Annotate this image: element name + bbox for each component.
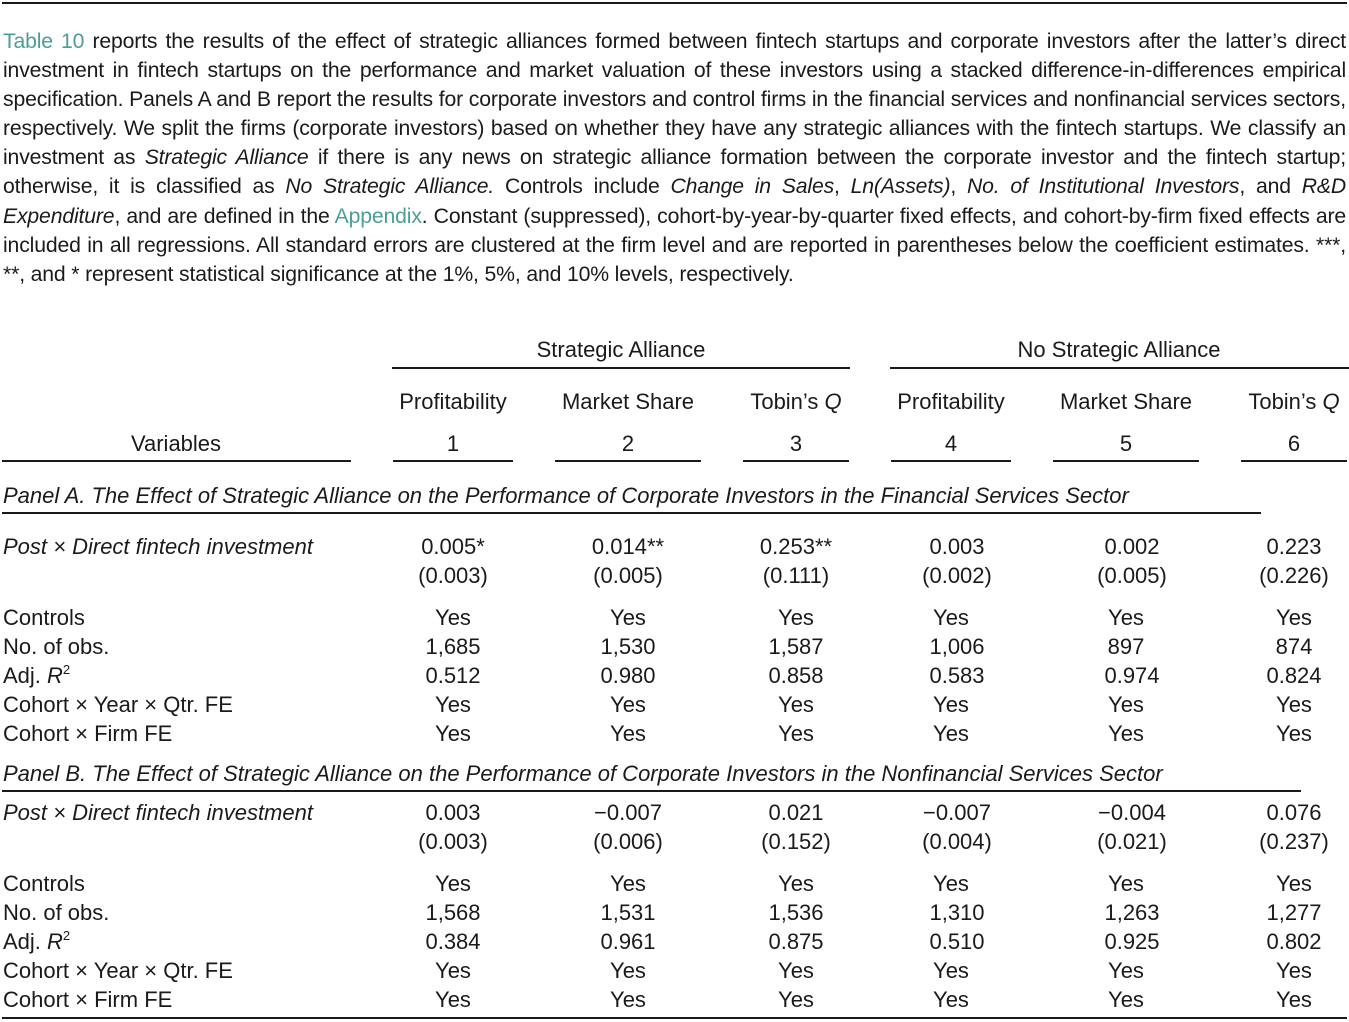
panel-b-controls: Yes	[1276, 871, 1312, 896]
group-header-no-strategic-alliance: No Strategic Alliance	[1017, 337, 1221, 362]
panel-a-coef: 0.223	[1266, 534, 1322, 559]
panel-b-obs: 1,277	[1266, 900, 1322, 925]
panel-a-controls: Yes	[1108, 605, 1144, 630]
panel-b-fe1: Yes	[435, 958, 471, 983]
panel-b-title: Panel B. The Effect of Strategic Alliance on the Performance of Corporate Investors in the Nonfinancial Services Sector	[3, 761, 1163, 786]
panel-b-se: (0.006)	[593, 829, 663, 854]
panel-b-se: (0.237)	[1259, 829, 1329, 854]
panel-b-se: (0.021)	[1097, 829, 1167, 854]
panel-b-se: (0.003)	[418, 829, 488, 854]
panel-a-obs: 1,685	[425, 634, 481, 659]
panel-a-adjr2: 0.858	[768, 663, 824, 688]
panel-a-se: (0.005)	[593, 563, 663, 588]
panel-a-controls: Yes	[435, 605, 471, 630]
panel-b-controls: Yes	[435, 871, 471, 896]
panel-a-se: (0.005)	[1097, 563, 1167, 588]
panel-b-title-rule	[2, 790, 1301, 792]
appendix-link[interactable]: Appendix	[334, 204, 422, 228]
panel-a-fe2-label: Cohort × Firm FE	[3, 721, 173, 746]
panel-b-obs: 1,531	[600, 900, 656, 925]
panel-b-coef: 0.003	[425, 800, 481, 825]
panel-b-obs: 1,263	[1104, 900, 1160, 925]
panel-b-controls: Yes	[933, 871, 969, 896]
panel-b-adjr2: 0.925	[1104, 929, 1160, 954]
panel-b-adjr2: 0.961	[600, 929, 656, 954]
group-rule-strategic-alliance	[392, 367, 850, 369]
panel-a-fe1: Yes	[933, 692, 969, 717]
col-number-6: 6	[1287, 431, 1301, 456]
panel-b-fe1: Yes	[933, 958, 969, 983]
header-rule-col-4	[891, 460, 1011, 462]
panel-a-title: Panel A. The Effect of Strategic Alliance on the Performance of Corporate Investors in the Financial Services Sector	[3, 483, 1129, 508]
panel-a-adjr2: 0.824	[1266, 663, 1322, 688]
col-number-3: 3	[789, 431, 803, 456]
panel-a-fe1: Yes	[610, 692, 646, 717]
table-10-link[interactable]: Table 10	[3, 30, 85, 53]
panel-a-fe1: Yes	[1276, 692, 1312, 717]
panel-a-fe1: Yes	[1108, 692, 1144, 717]
panel-b-obs: 1,536	[768, 900, 824, 925]
panel-b-obs: 1,310	[929, 900, 985, 925]
header-rule-col-6	[1241, 460, 1347, 462]
panel-b-fe1-label: Cohort × Year × Qtr. FE	[3, 958, 233, 983]
panel-a-fe1: Yes	[778, 692, 814, 717]
panel-b-coef: −0.007	[923, 800, 991, 825]
group-header-strategic-alliance: Strategic Alliance	[536, 337, 706, 362]
col-number-1: 1	[446, 431, 460, 456]
panel-b-main-var-label: Post × Direct fintech investment	[3, 800, 313, 825]
panel-a-title-rule	[2, 512, 1261, 514]
panel-a-controls: Yes	[778, 605, 814, 630]
panel-b-fe1: Yes	[1108, 958, 1144, 983]
bottom-rule	[2, 1017, 1347, 1019]
panel-b-fe2: Yes	[435, 987, 471, 1012]
panel-b-se: (0.152)	[761, 829, 831, 854]
header-rule-col-3	[743, 460, 849, 462]
variables-header: Variables	[130, 431, 222, 456]
panel-b-controls: Yes	[610, 871, 646, 896]
panel-a-obs-label: No. of obs.	[3, 634, 110, 659]
dep-var-4: Profitability	[897, 389, 1005, 414]
panel-b-fe1: Yes	[610, 958, 646, 983]
panel-a-controls: Yes	[610, 605, 646, 630]
panel-a-obs: 1,530	[600, 634, 656, 659]
panel-a-fe2: Yes	[435, 721, 471, 746]
header-rule-variables	[2, 460, 351, 462]
panel-b-adjr2: 0.802	[1266, 929, 1322, 954]
panel-b-fe2: Yes	[1276, 987, 1312, 1012]
table-caption: Table 10 reports the results of the effect of strategic alliances formed between fintech startups and corporate investors after the latter’s direct investment in fintech startups on the performance and market valuation of these investors using a stacked difference-in-differences empirical specification. Panels A and B report the results for corporate investors and control firms in the financial services and nonfinancial services sectors, respectively. We split the firms (corporate investors) based on whether they have any strategic alliances with the fintech startups. We classify an investment as Strategic Alliance if there is any news on strategic alliance formation between the corporate investor and the fintech startup; otherwise, it is classified as No Strategic Alliance. Controls include Change in Sales, Ln(Assets), No. of Institutional Investors, and R&D Expenditure, and are defined in the Appendix. Constant (suppressed), cohort-by-year-by-quarter fixed effects, and cohort-by-firm fixed effects are included in all regressions. All standard errors are clustered at the firm level and are reported in parentheses below the coefficient estimates. ***, **, and * represent statistical significance at the 1%, 5%, and 10% levels, respectively.	[3, 30, 1347, 286]
panel-a-se: (0.002)	[922, 563, 992, 588]
panel-b-fe2-label: Cohort × Firm FE	[3, 987, 173, 1012]
panel-a-adjr2: 0.974	[1104, 663, 1160, 688]
panel-a-fe2: Yes	[1108, 721, 1144, 746]
panel-a-adjr2: 0.980	[600, 663, 656, 688]
panel-a-fe1-label: Cohort × Year × Qtr. FE	[3, 692, 233, 717]
panel-b-obs: 1,568	[425, 900, 481, 925]
panel-a-adjr2: 0.512	[425, 663, 481, 688]
panel-a-adjr2: 0.583	[929, 663, 985, 688]
panel-a-controls-label: Controls	[3, 605, 85, 630]
panel-a-coef: 0.002	[1104, 534, 1160, 559]
header-rule-col-1	[393, 460, 513, 462]
panel-b-fe2: Yes	[1108, 987, 1144, 1012]
panel-a-fe2: Yes	[1276, 721, 1312, 746]
panel-b-se: (0.004)	[922, 829, 992, 854]
panel-b-coef: −0.004	[1098, 800, 1166, 825]
panel-a-obs: 1,587	[768, 634, 824, 659]
panel-a-main-var-label: Post × Direct fintech investment	[3, 534, 313, 559]
panel-a-obs: 897	[1107, 634, 1145, 659]
panel-a-obs: 874	[1275, 634, 1313, 659]
dep-var-6: Tobin’s Q	[1248, 389, 1340, 414]
panel-b-fe2: Yes	[778, 987, 814, 1012]
dep-var-2: Market Share	[561, 389, 695, 414]
panel-a-controls: Yes	[933, 605, 969, 630]
panel-a-coef: 0.003	[929, 534, 985, 559]
top-rule	[2, 2, 1347, 4]
panel-b-fe1: Yes	[1276, 958, 1312, 983]
panel-b-coef: 0.021	[768, 800, 824, 825]
panel-a-controls: Yes	[1276, 605, 1312, 630]
panel-b-fe2: Yes	[610, 987, 646, 1012]
panel-a-adjr2-label: Adj. $R^2$	[3, 662, 71, 688]
panel-a-fe2: Yes	[778, 721, 814, 746]
dep-var-1: Profitability	[399, 389, 507, 414]
dep-var-5: Market Share	[1059, 389, 1193, 414]
panel-b-coef: −0.007	[594, 800, 662, 825]
panel-a-se: (0.111)	[762, 563, 830, 588]
group-rule-no-strategic-alliance	[890, 367, 1349, 369]
panel-a-coef: 0.253**	[759, 534, 833, 559]
header-rule-col-5	[1053, 460, 1199, 462]
panel-b-obs-label: No. of obs.	[3, 900, 110, 925]
col-number-5: 5	[1119, 431, 1133, 456]
dep-var-3: Tobin’s Q	[750, 389, 842, 414]
panel-b-fe2: Yes	[933, 987, 969, 1012]
panel-a-se: (0.226)	[1259, 563, 1329, 588]
panel-b-controls-label: Controls	[3, 871, 85, 896]
panel-a-obs: 1,006	[929, 634, 985, 659]
panel-a-coef: 0.014**	[591, 534, 665, 559]
panel-b-adjr2: 0.384	[425, 929, 481, 954]
panel-a-fe1: Yes	[435, 692, 471, 717]
panel-b-coef: 0.076	[1266, 800, 1322, 825]
col-number-4: 4	[944, 431, 958, 456]
header-rule-col-2	[555, 460, 701, 462]
panel-a-se: (0.003)	[418, 563, 488, 588]
panel-a-fe2: Yes	[610, 721, 646, 746]
panel-b-fe1: Yes	[778, 958, 814, 983]
panel-a-fe2: Yes	[933, 721, 969, 746]
panel-b-adjr2: 0.875	[768, 929, 824, 954]
panel-b-adjr2-label: Adj. $R^2$	[3, 928, 71, 954]
panel-b-controls: Yes	[778, 871, 814, 896]
panel-b-adjr2: 0.510	[929, 929, 985, 954]
panel-b-controls: Yes	[1108, 871, 1144, 896]
panel-a-coef: 0.005*	[421, 534, 485, 559]
col-number-2: 2	[621, 431, 635, 456]
